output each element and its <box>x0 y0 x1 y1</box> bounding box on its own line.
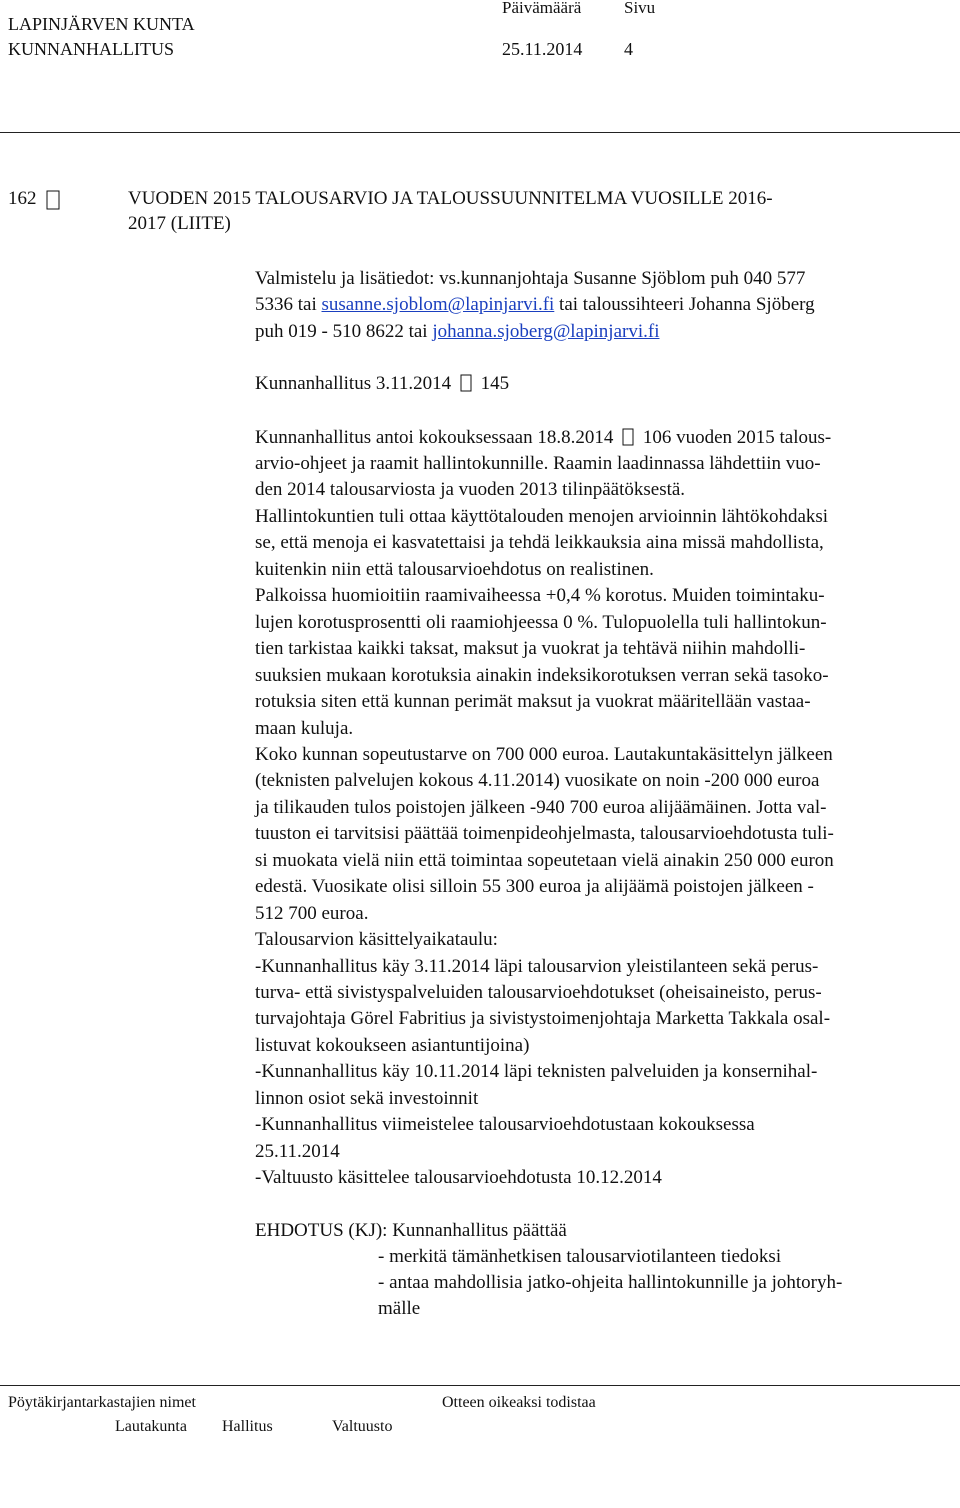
prep-text: 5336 tai <box>255 294 322 315</box>
body-line: 512 700 euroa. <box>255 902 369 924</box>
paragraph-mark-icon <box>460 374 472 392</box>
page-number: 4 <box>624 39 633 59</box>
footer-committee: Lautakunta <box>115 1418 187 1435</box>
body-line: lujen korotusprosentti oli raamiohjeessa 0 %. Tulopuolella tuli hallintokun- <box>255 611 827 633</box>
proposal-item-1: - merkitä tämänhetkisen talousarviotilanteen tiedoksi <box>378 1246 782 1267</box>
body-line: se, että menoja ei kasvatettaisi ja tehdä leikkauksia aina missä mahdollista, <box>255 532 824 554</box>
body-text: 106 vuoden 2015 talous- <box>642 427 832 448</box>
body-line: edestä. Vuosikate olisi silloin 55 300 euroa ja alijäämä poistojen jälkeen - <box>255 876 814 898</box>
body-line: tien tarkistaa kaikki taksat, maksut ja vuokrat ja tehtävä niihin mahdolli- <box>255 638 806 660</box>
prep-text: tai taloussihteeri Johanna Sjöberg <box>554 294 815 315</box>
section-title-line1: VUODEN 2015 TALOUSARVIO JA TALOUSSUUNNITELMA VUOSILLE 2016- <box>128 188 773 209</box>
body-line: listuvat kokoukseen asiantuntijoina) <box>255 1034 530 1056</box>
org-name: LAPINJÄRVEN KUNTA <box>8 14 195 34</box>
body-line: si muokata vielä niin että toimintaa sopeutetaan vielä ainakin 250 000 euron <box>255 849 834 871</box>
footer-certified: Otteen oikeaksi todistaa <box>442 1394 596 1411</box>
body-line: kuitenkin niin että talousarvioehdotus on realistinen. <box>255 558 654 580</box>
body-line: turvajohtaja Görel Fabritius ja sivistystoimenjohtaja Marketta Takkala osal- <box>255 1008 831 1030</box>
reference-line <box>255 371 509 398</box>
header-divider <box>0 132 960 133</box>
body-line: turva- että sivistyspalveluiden talousarvioehdotukset (oheisaineisto, perus- <box>255 982 822 1003</box>
footer-board: Hallitus <box>222 1418 273 1435</box>
prep-text: puh 019 - 510 8622 tai <box>255 321 433 342</box>
prep-line-2 <box>255 292 815 319</box>
body-line: Talousarvion käsittelyaikataulu: <box>255 929 498 951</box>
email-link-johanna[interactable]: johanna.sjoberg@lapinjarvi.fi <box>432 321 660 342</box>
footer-reviewers: Pöytäkirjantarkastajien nimet <box>8 1394 196 1411</box>
document-date: 25.11.2014 <box>502 39 583 59</box>
body-line: Hallintokuntien tuli ottaa käyttötalouden menojen arvioinnin lähtökohdaksi <box>255 505 829 527</box>
body-line: arvio-ohjeet ja raamit hallintokunnille. Raamin laadinnassa lähdettiin vuo- <box>255 453 821 474</box>
section-number: 162 <box>8 188 37 209</box>
proposal-item-3: mälle <box>378 1298 421 1319</box>
body-line: 25.11.2014 <box>255 1140 340 1162</box>
email-link-susanne[interactable]: susanne.sjoblom@lapinjarvi.fi <box>321 294 555 315</box>
body-line: ja tilikauden tulos poistojen jälkeen -940 700 euroa alijäämäinen. Jotta val- <box>255 796 827 818</box>
body-line-1 <box>255 425 831 452</box>
paragraph-mark-icon <box>622 428 634 446</box>
body-line: tuuston ei tarvitsisi päättää toimenpideohjelmasta, talousarvioehdotusta tuli- <box>255 823 834 845</box>
body-line: (teknisten palvelujen kokous 4.11.2014) vuosikate on noin -200 000 euroa <box>255 770 820 792</box>
body-line: suuksien mukaan korotuksia ainakin indeksikorotuksen verran sekä tasoko- <box>255 664 829 686</box>
body-line: Koko kunnan sopeutustarve on 700 000 euroa. Lautakuntakäsittelyn jälkeen <box>255 743 833 765</box>
page-label: Sivu <box>624 0 656 17</box>
body-text: Kunnanhallitus antoi kokouksessaan 18.8.2014 <box>255 427 614 448</box>
body-line: den 2014 talousarviosta ja vuoden 2013 tilinpäätöksestä. <box>255 479 686 501</box>
reference-text: Kunnanhallitus 3.11.2014 <box>255 373 452 394</box>
date-label: Päivämäärä <box>502 0 582 17</box>
prep-line-1: Valmistelu ja lisätiedot: vs.kunnanjohtaja Susanne Sjöblom puh 040 577 <box>255 268 806 289</box>
reference-number: 145 <box>480 373 510 394</box>
proposal-item-2: - antaa mahdollisia jatko-ohjeita hallintokunnille ja johtoryh- <box>378 1272 843 1293</box>
body-line: linnon osiot sekä investoinnit <box>255 1087 479 1109</box>
body-line: -Kunnanhallitus viimeistelee talousarvioehdotustaan kokouksessa <box>255 1114 755 1136</box>
body-line: maan kuluja. <box>255 717 354 739</box>
body-line: -Kunnanhallitus käy 10.11.2014 läpi teknisten palveluiden ja konsernihal- <box>255 1061 818 1083</box>
footer-divider <box>0 1385 960 1386</box>
body-line: Palkoissa huomioitiin raamivaiheessa +0,4 % korotus. Muiden toimintaku- <box>255 585 825 607</box>
department-name: KUNNANHALLITUS <box>8 39 174 59</box>
paragraph-mark-icon <box>46 190 60 215</box>
body-line: rotuksia siten että kunnan perimät maksut ja vuokrat määritellään vastaa- <box>255 691 811 713</box>
body-line: -Valtuusto käsittelee talousarvioehdotusta 10.12.2014 <box>255 1167 662 1189</box>
footer-council: Valtuusto <box>332 1418 393 1435</box>
prep-line-3 <box>255 319 659 346</box>
body-line: -Kunnanhallitus käy 3.11.2014 läpi talousarvion yleistilanteen sekä perus- <box>255 955 819 977</box>
section-title-line2: 2017 (LIITE) <box>128 213 231 234</box>
proposal-heading: EHDOTUS (KJ): Kunnanhallitus päättää <box>255 1220 567 1241</box>
